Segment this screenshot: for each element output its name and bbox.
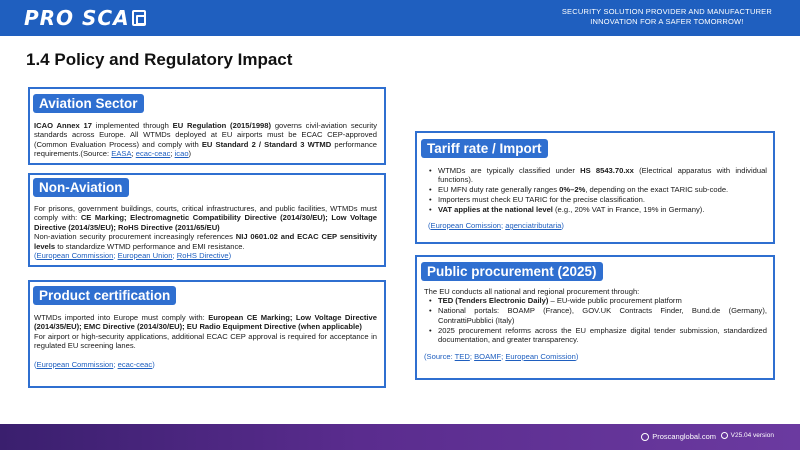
procurement-src-open: (Source: [424, 351, 455, 361]
non-aviation-text-5: to standardize WTMD performance and EMI resistance. [55, 241, 245, 251]
tariff-list [428, 166, 767, 215]
aviation-text-2: implemented through [91, 121, 173, 130]
procurement-sources [424, 352, 767, 361]
aviation-title: Aviation Sector [33, 94, 144, 113]
directives-label: CE Marking; Electromagnetic Compatibility Directive (2014/30/EU); Low Voltage Directive (2014/35/EU); RoHS Directive (2011/65/EU) [34, 213, 377, 232]
procurement-item-portals: • National portals: BOAMP (France), GOV.UK Contracts Finder, Bund.de (Germany), ContrattiPubblici (Italy) [428, 306, 767, 325]
tagline-line-1: SECURITY SOLUTION PROVIDER AND MANUFACTURER [561, 7, 772, 16]
ted-link[interactable]: TED [454, 351, 470, 361]
european-commission-link[interactable]: European Commission [36, 251, 114, 261]
tariff-b4b: (e.g., 20% VAT in France, 19% in Germany). [552, 205, 705, 215]
tariff-b1a: WTMDs are typically classified under [438, 166, 581, 175]
non-aviation-src-open: ( [34, 251, 37, 261]
non-aviation-text [34, 204, 377, 260]
footer-website[interactable] [641, 432, 716, 441]
non-aviation-src-close: ) [228, 251, 232, 261]
tariff-title: Tariff rate / Import [421, 139, 548, 158]
non-aviation-title: Non-Aviation [33, 178, 129, 197]
aviation-sep-2: ; [170, 149, 175, 159]
non-aviation-text-3: Non-aviation security procurement increasingly references [34, 232, 236, 242]
hs-code-label: HS 8543.70.xx [580, 166, 634, 175]
aviation-text-7: ) [188, 149, 192, 159]
tariff-item-vat [428, 205, 767, 214]
product-certification-title: Product certification [33, 286, 176, 305]
product-directives-label: European CE Marking; Low Voltage Directive (2014/35/EU); EMC Directive (2014/30/EU); EU Radio Equipment Directive (when applicable) [34, 313, 377, 332]
page-title: 1.4 Policy and Regulatory Impact [26, 50, 293, 69]
tariff-item-hs-code [428, 166, 767, 185]
product-sep-1: ; [113, 360, 118, 370]
tariff-b2a: EU MFN duty rate generally ranges [438, 185, 560, 195]
footer-version [721, 432, 774, 439]
ecac-link-2[interactable]: ecac-ceac [117, 360, 153, 370]
nij-label: NIJ 0601.02 and ECAC CEP sensitivity levels [34, 232, 377, 251]
tariff-sep-1: ; [501, 221, 506, 231]
procurement-item-ted [428, 296, 767, 305]
tariff-item-taric: • Importers must check EU TARIC for the precise classification. [428, 195, 767, 204]
tagline-line-2: INNOVATION FOR A SAFER TOMORROW! [590, 17, 744, 26]
aviation-text-4: governs civil-aviation security standards across Europe. All WTMDs deployed at EU airports must be ECAC CEP-approved (Common Evaluation Process) and comply with [34, 121, 377, 149]
procurement-intro: The EU conducts all national and regional procurement through: [424, 287, 640, 296]
agenciatributaria-link[interactable]: agenciatributaria [505, 221, 562, 231]
aviation-text-6: performance requirements.(Source: [34, 139, 377, 159]
logo-mark-icon [132, 10, 146, 26]
product-text-3: For airport or high-security applications, additional ECAC CEP approval is required for acceptance in regulated EU screening lanes. [34, 331, 377, 351]
european-union-link[interactable]: European Union [117, 251, 173, 261]
duty-rate-label: 0%–2% [559, 185, 586, 195]
european-commission-link-2[interactable]: European Commission [36, 360, 114, 370]
tagline [562, 7, 772, 27]
product-text-1: WTMDs imported into Europe must comply with: [34, 313, 209, 322]
european-comission-link[interactable]: European Comission [430, 221, 502, 231]
ecac-link[interactable]: ecac-ceac [135, 149, 171, 159]
product-src-close: ) [152, 360, 155, 370]
aviation-text [34, 121, 377, 159]
logo-text: PRO SCA [24, 6, 130, 30]
footer-bar [0, 424, 800, 450]
non-aviation-sep-1: ; [113, 251, 118, 261]
tariff-src-open: ( [428, 221, 431, 231]
globe-icon [641, 433, 649, 441]
non-aviation-sep-2: ; [172, 251, 177, 261]
procurement-title: Public procurement (2025) [421, 262, 603, 281]
european-comission-link-2[interactable]: European Comission [505, 351, 576, 361]
icao-annex-label: ICAO Annex 17 [34, 121, 92, 130]
non-aviation-text-1: For prisons, government buildings, courts, critical infrastructures, and public facilities, WTMDs must comply with: [34, 204, 377, 223]
rohs-directive-link[interactable]: RoHS Directive [176, 251, 229, 261]
procurement-sep-1: ; [469, 351, 475, 361]
eu-standard-label: EU Standard 2 / Standard 3 WTMD [201, 139, 332, 149]
tariff-sources [428, 221, 767, 230]
procurement-item-reforms: • 2025 procurement reforms across the EU emphasize digital tender submission, standardized documentation, and greater transparency. [428, 326, 767, 345]
aviation-sep-1: ; [131, 149, 136, 159]
vat-label: VAT applies at the national level [438, 205, 553, 215]
proscan-logo[interactable] [24, 5, 146, 31]
top-banner [0, 0, 800, 36]
product-certification-text [34, 313, 377, 369]
tariff-b2c: , depending on the exact TARIC sub-code. [585, 185, 729, 195]
procurement-src-close: ) [575, 351, 579, 361]
procurement-text [424, 287, 767, 361]
tariff-item-duty-rate [428, 185, 767, 194]
easa-link[interactable]: EASA [111, 149, 132, 159]
footer-version-text: V25.04 version [730, 432, 774, 439]
footer-site-text: Proscanglobal.com [652, 432, 716, 441]
icao-link[interactable]: icao [174, 149, 189, 159]
boamf-link[interactable]: BOAMF [474, 351, 502, 361]
procurement-sep-2: ; [501, 351, 506, 361]
ted-label: TED (Tenders Electronic Daily) [438, 296, 549, 306]
product-src-open: ( [34, 360, 37, 370]
tariff-text [428, 166, 767, 230]
version-icon [721, 432, 728, 439]
eu-regulation-label: EU Regulation (2015/1998) [172, 121, 272, 130]
tariff-src-close: ) [561, 221, 564, 231]
tariff-b1c: (Electrical apparatus with individual functions). [438, 166, 767, 185]
procurement-list [424, 296, 767, 344]
procurement-b1b: – EU-wide public procurement platform [548, 296, 682, 306]
